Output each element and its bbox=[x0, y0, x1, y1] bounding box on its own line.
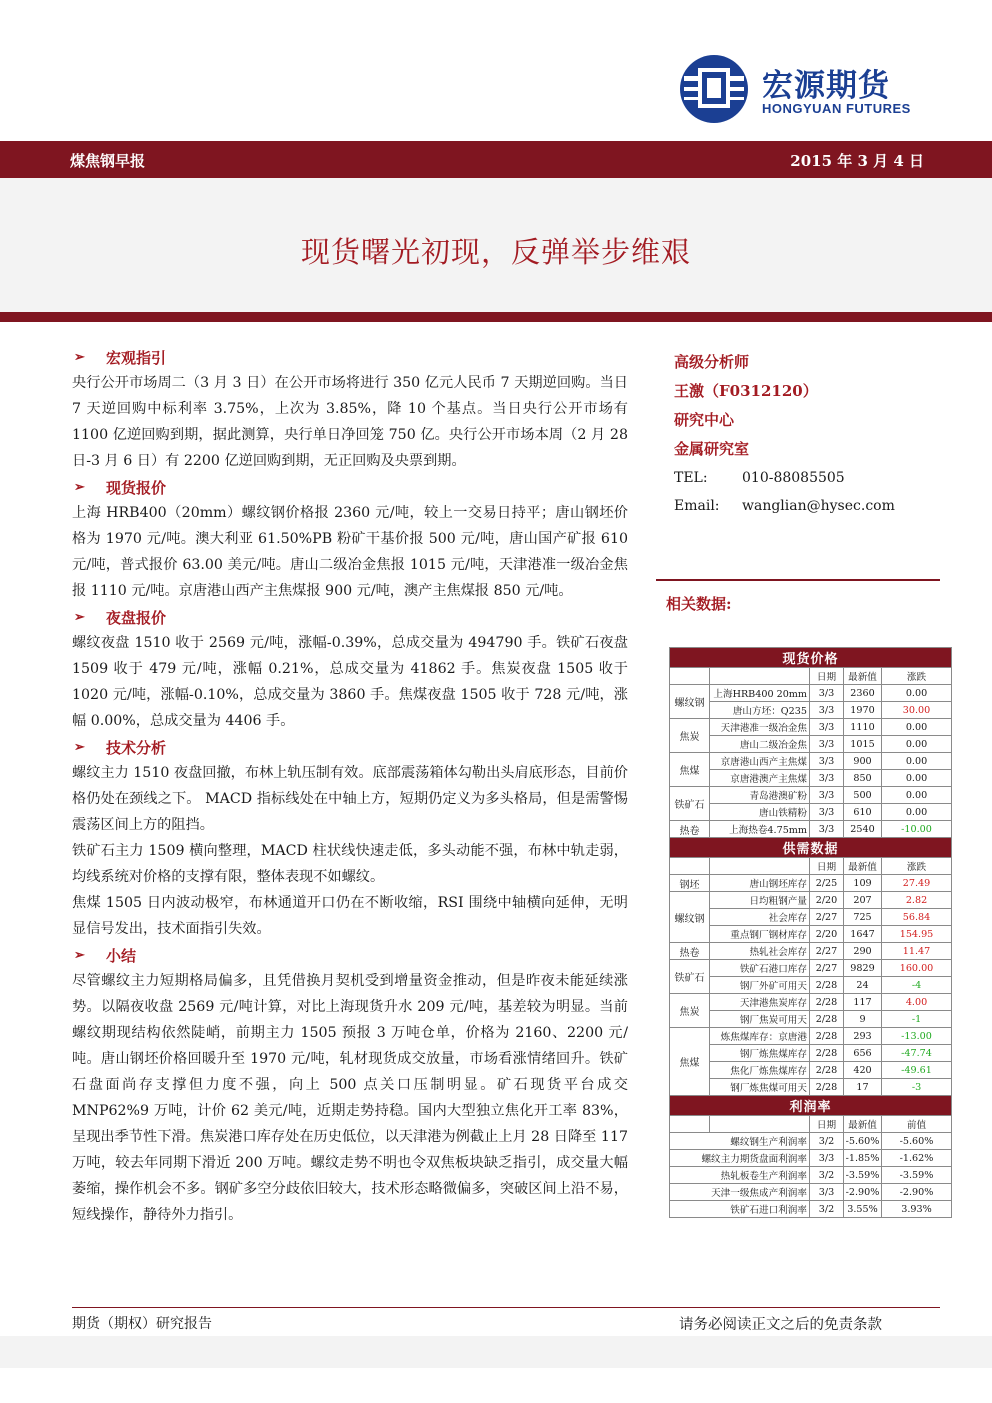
table-item-date: 2/28 bbox=[810, 1062, 844, 1079]
table-item-date: 3/2 bbox=[810, 1201, 844, 1218]
table-item-label: 钢厂炼焦煤可用天 bbox=[710, 1079, 810, 1096]
table-item-label: 重点钢厂钢材库存 bbox=[710, 926, 810, 943]
table-item-date: 3/3 bbox=[810, 1184, 844, 1201]
table-item-date: 2/28 bbox=[810, 1079, 844, 1096]
table-item-change: 0.00 bbox=[882, 685, 952, 702]
table-row bbox=[670, 960, 952, 977]
report-date: 2015 年 3 月 4 日 bbox=[790, 152, 924, 170]
table-header-blank bbox=[670, 858, 710, 875]
table-item-change: 0.00 bbox=[882, 736, 952, 753]
table-item-value: 1647 bbox=[844, 926, 882, 943]
table-item-date: 2/20 bbox=[810, 926, 844, 943]
table-row bbox=[670, 1150, 952, 1167]
table-item-value: 2540 bbox=[844, 821, 882, 838]
arrow-bullet-icon: ➢ bbox=[74, 479, 85, 495]
section-heading bbox=[72, 942, 628, 968]
table-item-change: -4 bbox=[882, 977, 952, 994]
title-divider-bar bbox=[0, 312, 992, 322]
table-item-prev: -3.59% bbox=[882, 1167, 952, 1184]
table-item-date: 2/20 bbox=[810, 892, 844, 909]
table-section-title: 现货价格 bbox=[670, 648, 952, 668]
table-section-header bbox=[670, 838, 952, 858]
table-item-value: 500 bbox=[844, 787, 882, 804]
table-item-change: 154.95 bbox=[882, 926, 952, 943]
arrow-bullet-icon: ➢ bbox=[74, 739, 85, 755]
section-heading bbox=[72, 344, 628, 370]
table-item-label: 焦化厂炼焦煤库存 bbox=[710, 1062, 810, 1079]
table-row bbox=[670, 1133, 952, 1150]
table-item-value: 2360 bbox=[844, 685, 882, 702]
related-data-title: 相关数据: bbox=[666, 595, 732, 613]
table-row bbox=[670, 1062, 952, 1079]
arrow-bullet-icon: ➢ bbox=[74, 609, 85, 625]
table-item-prev: -2.90% bbox=[882, 1184, 952, 1201]
table-category: 热卷 bbox=[670, 943, 710, 960]
table-column-header: 涨跌 bbox=[882, 858, 952, 875]
table-section-header bbox=[670, 1096, 952, 1116]
footer-disclaimer-note: 请务必阅读正文之后的免责条款 bbox=[679, 1317, 882, 1333]
footer-divider bbox=[72, 1307, 940, 1308]
table-item-label: 唐山二级冶金焦 bbox=[710, 736, 810, 753]
table-row bbox=[670, 1167, 952, 1184]
table-section-title: 利润率 bbox=[670, 1096, 952, 1116]
table-item-label: 螺纹钢生产利润率 bbox=[670, 1133, 810, 1150]
table-item-value: 725 bbox=[844, 909, 882, 926]
section-heading-text: 小结 bbox=[106, 946, 137, 965]
table-category: 焦炭 bbox=[670, 719, 710, 753]
table-section-header bbox=[670, 648, 952, 668]
table-row bbox=[670, 1011, 952, 1028]
table-column-header: 日期 bbox=[810, 1116, 844, 1133]
table-item-label: 热轧社会库存 bbox=[710, 943, 810, 960]
logo-chinese-name: 宏源期货 bbox=[762, 68, 890, 104]
table-item-value: 290 bbox=[844, 943, 882, 960]
section-heading-text: 技术分析 bbox=[106, 738, 167, 757]
analyst-name: 王激（F0312120） bbox=[674, 382, 818, 400]
table-item-label: 天津港焦炭库存 bbox=[710, 994, 810, 1011]
table-item-change: -10.00 bbox=[882, 821, 952, 838]
table-item-value: 207 bbox=[844, 892, 882, 909]
tel-label: TEL: bbox=[674, 470, 708, 486]
table-item-label: 日均粗钢产量 bbox=[710, 892, 810, 909]
table-item-date: 2/27 bbox=[810, 960, 844, 977]
table-item-label: 京唐港澳产主焦煤 bbox=[710, 770, 810, 787]
table-item-date: 3/2 bbox=[810, 1167, 844, 1184]
table-category: 铁矿石 bbox=[670, 960, 710, 994]
table-item-value: 3.55% bbox=[844, 1201, 882, 1218]
table-category: 焦煤 bbox=[670, 1028, 710, 1096]
table-column-header-row bbox=[670, 668, 952, 685]
table-item-change: 0.00 bbox=[882, 770, 952, 787]
footer-report-kind: 期货（期权）研究报告 bbox=[72, 1316, 212, 1332]
table-item-value: 293 bbox=[844, 1028, 882, 1045]
company-logo bbox=[678, 54, 938, 124]
table-item-change: 2.82 bbox=[882, 892, 952, 909]
analyst-role: 高级分析师 bbox=[674, 353, 750, 371]
table-item-label: 社会库存 bbox=[710, 909, 810, 926]
table-item-value: 109 bbox=[844, 875, 882, 892]
table-item-change: -13.00 bbox=[882, 1028, 952, 1045]
table-item-date: 2/28 bbox=[810, 977, 844, 994]
section-paragraph: 铁矿石主力 1509 横向整理，MACD 柱状线快速走低，多头动能不强，布林中轨走弱，均线系统对价格的支撑有限，整体表现不如螺纹。 bbox=[72, 843, 628, 885]
table-item-label: 铁矿石港口库存 bbox=[710, 960, 810, 977]
table-item-change: 160.00 bbox=[882, 960, 952, 977]
table-item-label: 螺纹主力期货盘面利润率 bbox=[670, 1150, 810, 1167]
table-row bbox=[670, 926, 952, 943]
table-item-label: 唐山铁精粉 bbox=[710, 804, 810, 821]
table-item-prev: -1.62% bbox=[882, 1150, 952, 1167]
table-row bbox=[670, 1045, 952, 1062]
table-item-value: -5.60% bbox=[844, 1133, 882, 1150]
right-divider bbox=[656, 579, 940, 581]
table-column-header: 前值 bbox=[882, 1116, 952, 1133]
table-row bbox=[670, 1028, 952, 1045]
table-header-blank bbox=[670, 668, 710, 685]
table-item-label: 炼焦煤库存：京唐港 bbox=[710, 1028, 810, 1045]
table-item-value: 1110 bbox=[844, 719, 882, 736]
table-item-value: -1.85% bbox=[844, 1150, 882, 1167]
table-item-value: 610 bbox=[844, 804, 882, 821]
section-paragraph: 螺纹夜盘 1510 收于 2569 元/吨，涨幅-0.39%，总成交量为 494790 手。铁矿石夜盘 1509 收于 479 元/吨，涨幅 0.21%，总成交量为 41862 手。焦炭夜盘 1505 收于 1020 元/吨，涨幅-0.10%，总成交量为 3860 手。焦煤夜盘 1505 收于 728 元/吨，涨幅 0.00%，总成交量为 4406 手。 bbox=[72, 635, 628, 729]
table-item-date: 3/2 bbox=[810, 1133, 844, 1150]
table-item-value: -3.59% bbox=[844, 1167, 882, 1184]
table-item-change: 30.00 bbox=[882, 702, 952, 719]
table-item-change: 56.84 bbox=[882, 909, 952, 926]
section-paragraph: 上海 HRB400（20mm）螺纹钢价格报 2360 元/吨，较上一交易日持平；唐山钢坯价格为 1970 元/吨。澳大利亚 61.50%PB 粉矿干基价报 500 元/吨，唐山国产矿报 610 元/吨，普式报价 63.00 美元/吨。唐山二级冶金焦报 1015 元/吨，天津港准一级冶金焦报 1110 元/吨。京唐港山西产主焦煤报 900 元/吨，澳产主焦煤报 850 元/吨。 bbox=[72, 505, 628, 599]
section-heading-text: 宏观指引 bbox=[106, 348, 167, 367]
table-item-value: -2.90% bbox=[844, 1184, 882, 1201]
table-header-blank bbox=[710, 1116, 810, 1133]
table-item-value: 420 bbox=[844, 1062, 882, 1079]
table-item-date: 3/3 bbox=[810, 685, 844, 702]
table-item-label: 上海HRB400 20mm bbox=[710, 685, 810, 702]
table-row bbox=[670, 702, 952, 719]
report-title: 现货曙光初现，反弹举步维艰 bbox=[300, 235, 691, 269]
table-item-label: 钢厂炼焦煤库存 bbox=[710, 1045, 810, 1062]
table-item-date: 3/3 bbox=[810, 1150, 844, 1167]
report-header-band bbox=[0, 141, 992, 178]
table-category: 热卷 bbox=[670, 821, 710, 838]
table-item-value: 900 bbox=[844, 753, 882, 770]
table-row bbox=[670, 821, 952, 838]
table-category: 铁矿石 bbox=[670, 787, 710, 821]
table-item-value: 9 bbox=[844, 1011, 882, 1028]
table-item-date: 3/3 bbox=[810, 821, 844, 838]
table-item-value: 117 bbox=[844, 994, 882, 1011]
table-category: 螺纹钢 bbox=[670, 892, 710, 943]
table-item-value: 850 bbox=[844, 770, 882, 787]
table-row bbox=[670, 787, 952, 804]
footer-band bbox=[0, 1336, 992, 1368]
table-item-change: 11.47 bbox=[882, 943, 952, 960]
table-column-header-row bbox=[670, 1116, 952, 1133]
table-item-change: 0.00 bbox=[882, 719, 952, 736]
analyst-email bbox=[674, 492, 944, 520]
report-body bbox=[72, 344, 628, 1228]
table-item-date: 2/28 bbox=[810, 994, 844, 1011]
table-item-label: 唐山方坯：Q235 bbox=[710, 702, 810, 719]
tel-value: 010-88085505 bbox=[742, 470, 845, 486]
section-heading-text: 现货报价 bbox=[106, 478, 167, 497]
table-category: 螺纹钢 bbox=[670, 685, 710, 719]
table-item-change: 27.49 bbox=[882, 875, 952, 892]
arrow-bullet-icon: ➢ bbox=[74, 947, 85, 963]
table-row bbox=[670, 736, 952, 753]
analyst-lab: 金属研究室 bbox=[674, 440, 750, 458]
table-item-label: 热轧板卷生产利润率 bbox=[670, 1167, 810, 1184]
table-row bbox=[670, 1079, 952, 1096]
table-header-blank bbox=[710, 668, 810, 685]
table-item-date: 2/28 bbox=[810, 1011, 844, 1028]
table-item-label: 钢厂焦炭可用天 bbox=[710, 1011, 810, 1028]
table-column-header: 涨跌 bbox=[882, 668, 952, 685]
table-item-label: 京唐港山西产主焦煤 bbox=[710, 753, 810, 770]
table-item-label: 铁矿石进口利润率 bbox=[670, 1201, 810, 1218]
table-item-label: 上海热卷4.75mm bbox=[710, 821, 810, 838]
table-column-header: 日期 bbox=[810, 858, 844, 875]
table-item-date: 3/3 bbox=[810, 753, 844, 770]
table-row bbox=[670, 892, 952, 909]
table-header-blank bbox=[710, 858, 810, 875]
analyst-tel bbox=[674, 464, 944, 492]
table-item-date: 2/25 bbox=[810, 875, 844, 892]
section-paragraph: 螺纹主力 1510 夜盘回撤，布林上轨压制有效。底部震荡箱体勾勒出头肩底形态，目前价格仍处在颈线之下。 MACD 指标线处在中轴上方，短期仍定义为多头格局，但是需警惕震荡区间上方的阻挡。 bbox=[72, 765, 628, 833]
table-item-value: 1015 bbox=[844, 736, 882, 753]
analyst-info bbox=[674, 348, 944, 520]
table-row bbox=[670, 804, 952, 821]
table-item-date: 3/3 bbox=[810, 719, 844, 736]
market-data-table bbox=[669, 647, 952, 1218]
section-heading bbox=[72, 734, 628, 760]
table-item-change: -49.61 bbox=[882, 1062, 952, 1079]
table-item-value: 1970 bbox=[844, 702, 882, 719]
table-item-change: -1 bbox=[882, 1011, 952, 1028]
section-paragraph: 央行公开市场周二（3 月 3 日）在公开市场将进行 350 亿元人民币 7 天期逆回购。当日 7 天逆回购中标利率 3.75%，上次为 3.85%，降 10 个基点。当日央行公开市场有 1100 亿逆回购到期，据此测算，央行单日净回笼 750 亿。央行公开市场本周（2 月 28 日-3 月 6 日）有 2200 亿逆回购到期，无正回购及央票到期。 bbox=[72, 375, 628, 469]
table-item-value: 656 bbox=[844, 1045, 882, 1062]
table-item-prev: -5.60% bbox=[882, 1133, 952, 1150]
table-category: 钢坯 bbox=[670, 875, 710, 892]
table-row bbox=[670, 977, 952, 994]
table-column-header: 日期 bbox=[810, 668, 844, 685]
logo-english-name: HONGYUAN FUTURES bbox=[762, 101, 911, 116]
section-heading bbox=[72, 474, 628, 500]
table-row bbox=[670, 909, 952, 926]
table-item-value: 24 bbox=[844, 977, 882, 994]
table-row bbox=[670, 719, 952, 736]
table-row bbox=[670, 994, 952, 1011]
email-label: Email: bbox=[674, 498, 720, 514]
hongyuan-logo-icon bbox=[678, 54, 750, 124]
table-row bbox=[670, 685, 952, 702]
table-column-header-row bbox=[670, 858, 952, 875]
section-heading-text: 夜盘报价 bbox=[106, 608, 167, 627]
table-item-date: 2/28 bbox=[810, 1045, 844, 1062]
table-item-change: 0.00 bbox=[882, 753, 952, 770]
table-item-date: 3/3 bbox=[810, 804, 844, 821]
table-row bbox=[670, 1184, 952, 1201]
table-item-change: 4.00 bbox=[882, 994, 952, 1011]
table-item-date: 2/27 bbox=[810, 943, 844, 960]
table-item-label: 青岛港澳矿粉 bbox=[710, 787, 810, 804]
table-header-blank bbox=[670, 1116, 710, 1133]
table-item-prev: 3.93% bbox=[882, 1201, 952, 1218]
arrow-bullet-icon: ➢ bbox=[74, 349, 85, 365]
table-row bbox=[670, 875, 952, 892]
table-item-label: 天津一级焦成产利润率 bbox=[670, 1184, 810, 1201]
table-item-date: 3/3 bbox=[810, 736, 844, 753]
table-row bbox=[670, 753, 952, 770]
table-item-change: -47.74 bbox=[882, 1045, 952, 1062]
table-category: 焦炭 bbox=[670, 994, 710, 1028]
section-heading bbox=[72, 604, 628, 630]
table-item-label: 天津港准一级冶金焦 bbox=[710, 719, 810, 736]
analyst-dept: 研究中心 bbox=[674, 411, 735, 429]
table-category: 焦煤 bbox=[670, 753, 710, 787]
table-row bbox=[670, 943, 952, 960]
table-item-change: -3 bbox=[882, 1079, 952, 1096]
table-column-header: 最新值 bbox=[844, 668, 882, 685]
table-item-date: 2/27 bbox=[810, 909, 844, 926]
table-item-change: 0.00 bbox=[882, 804, 952, 821]
email-value[interactable]: wanglian@hysec.com bbox=[742, 498, 895, 514]
table-item-date: 3/3 bbox=[810, 702, 844, 719]
table-item-value: 9829 bbox=[844, 960, 882, 977]
report-type: 煤焦钢早报 bbox=[70, 152, 146, 170]
section-paragraph: 焦煤 1505 日内波动极窄，布林通道开口仍在不断收缩，RSI 围绕中轴横向延伸，无明显信号发出，技术面指引失效。 bbox=[72, 895, 628, 937]
table-row bbox=[670, 1201, 952, 1218]
section-paragraph: 尽管螺纹主力短期格局偏多，且凭借换月契机受到增量资金推动，但是昨夜未能延续涨势。以隔夜收盘 2569 元/吨计算，对比上海现货升水 209 元/吨，基差较为明显。当前螺纹期现结构依然陡峭，前期主力 1505 预报 3 万吨仓单，价格为 2160、2200 元/吨。唐山钢坯价格回暖升至 1970 元/吨，轧材现货成交放量，市场看涨情绪回升。铁矿石盘面尚存支撑但力度不强，向上 500 点关口压制明显。矿石现货平台成交 MNP62%9 万吨，计价 62 美元/吨，近期走势持稳。国内大型独立焦化开工率 83%，呈现出季节性下滑。焦炭港口库存处在历史低位，以天津港为例截止上月 28 日降至 117 万吨，较去年同期下滑近 200 万吨。螺纹走势不明也令双焦板块缺乏指引，成交量大幅萎缩，操作机会不多。钢矿多空分歧依旧较大，技术形态略微偏多，突破区间上沿不易，短线操作，静待外力指引。 bbox=[72, 973, 628, 1223]
table-item-label: 唐山钢坯库存 bbox=[710, 875, 810, 892]
table-column-header: 最新值 bbox=[844, 1116, 882, 1133]
table-item-date: 3/3 bbox=[810, 770, 844, 787]
table-item-label: 钢厂外矿可用天 bbox=[710, 977, 810, 994]
table-item-change: 0.00 bbox=[882, 787, 952, 804]
table-column-header: 最新值 bbox=[844, 858, 882, 875]
table-item-value: 17 bbox=[844, 1079, 882, 1096]
table-row bbox=[670, 770, 952, 787]
table-item-date: 2/28 bbox=[810, 1028, 844, 1045]
table-item-date: 3/3 bbox=[810, 787, 844, 804]
table-section-title: 供需数据 bbox=[670, 838, 952, 858]
